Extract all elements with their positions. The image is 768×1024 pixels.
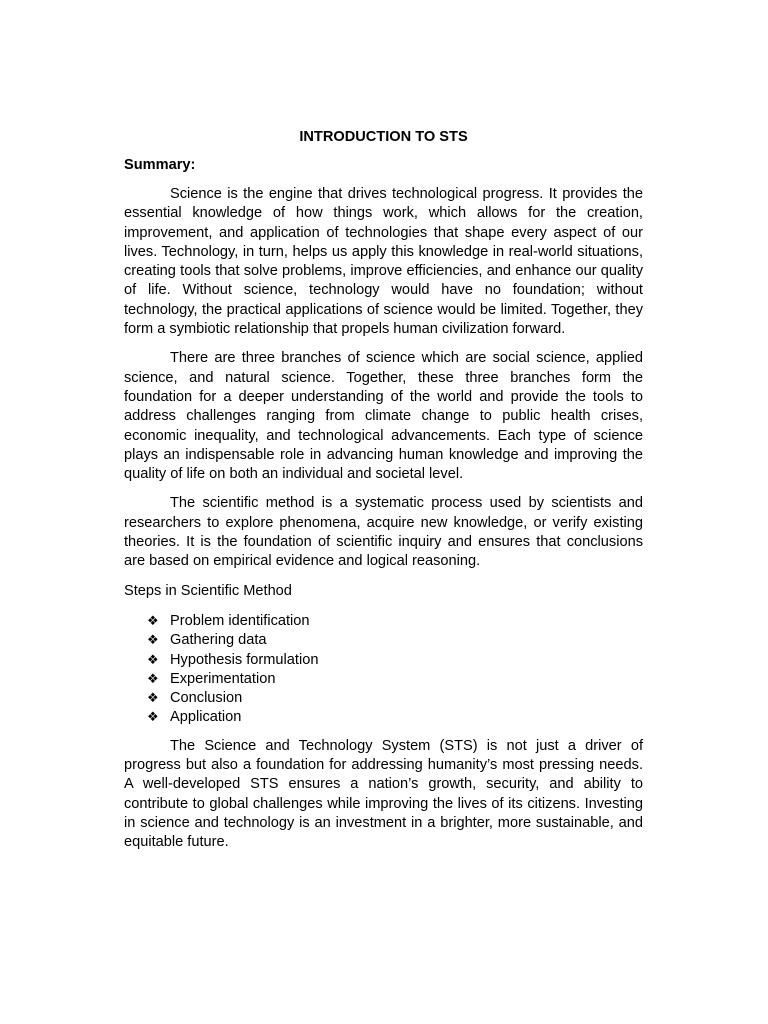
- steps-list: [124, 611, 643, 727]
- list-item: [147, 630, 643, 649]
- list-item: [147, 669, 643, 688]
- paragraph-scientific-method: The scientific method is a systematic process used by scientists and researchers to explore phenomena, acquire new knowledge, or verify existing theories. It is the foundation of scientific inquiry and ensures that conclusions are based on empirical evidence and logical reasoning.: [124, 495, 643, 570]
- steps-heading: Steps in Scientific Method: [124, 582, 292, 599]
- list-item: [147, 611, 643, 630]
- diamond-bullet-icon: ❖: [147, 612, 159, 628]
- document-title: INTRODUCTION TO STS: [299, 129, 468, 145]
- diamond-bullet-icon: ❖: [147, 651, 159, 667]
- list-item-label: Application: [170, 709, 242, 726]
- document-body: [124, 128, 643, 863]
- diamond-bullet-icon: ❖: [147, 690, 159, 706]
- list-item-label: Gathering data: [170, 632, 267, 649]
- summary-heading: Summary:: [124, 157, 196, 173]
- paragraph-science-engine: Science is the engine that drives technological progress. It provides the essential knowledge of how things work, which allows for the creation, improvement, and application of technologies that shape every aspect of our lives. Technology, in turn, helps us apply this knowledge in real-world situations, creating tools that solve problems, improve efficiencies, and enhance our quality of life. Without science, technology would have no foundation; without technology, the practical applications of science would be limited. Together, they form a symbiotic relationship that propels human civilization forward.: [124, 186, 643, 338]
- list-item-label: Conclusion: [170, 690, 243, 707]
- list-item: [147, 707, 643, 726]
- paragraph-branches-of-science: There are three branches of science which are social science, applied science, and natural science. Together, these three branches form the foundation for a deeper understanding of the world and provide the tools to address challenges ranging from climate change to public health crises, economic inequality, and technological advancements. Each type of science plays an indispensable role in advancing human knowledge and improving the quality of life on both an individual and societal level.: [124, 350, 643, 483]
- list-item-label: Experimentation: [170, 670, 276, 687]
- list-item-label: Hypothesis formulation: [170, 651, 319, 668]
- diamond-bullet-icon: ❖: [147, 632, 159, 648]
- diamond-bullet-icon: ❖: [147, 709, 159, 725]
- paragraph-sts-closing: The Science and Technology System (STS) is not just a driver of progress but also a foundation for addressing humanity’s most pressing needs. A well-developed STS ensures a nation’s growth, security, and ability to contribute to global challenges while improving the lives of its citizens. Investing in science and technology is an investment in a brighter, more sustainable, and equitable future.: [124, 737, 643, 851]
- list-item: [147, 688, 643, 707]
- list-item-label: Problem identification: [170, 612, 310, 629]
- diamond-bullet-icon: ❖: [147, 670, 159, 686]
- list-item: [147, 650, 643, 669]
